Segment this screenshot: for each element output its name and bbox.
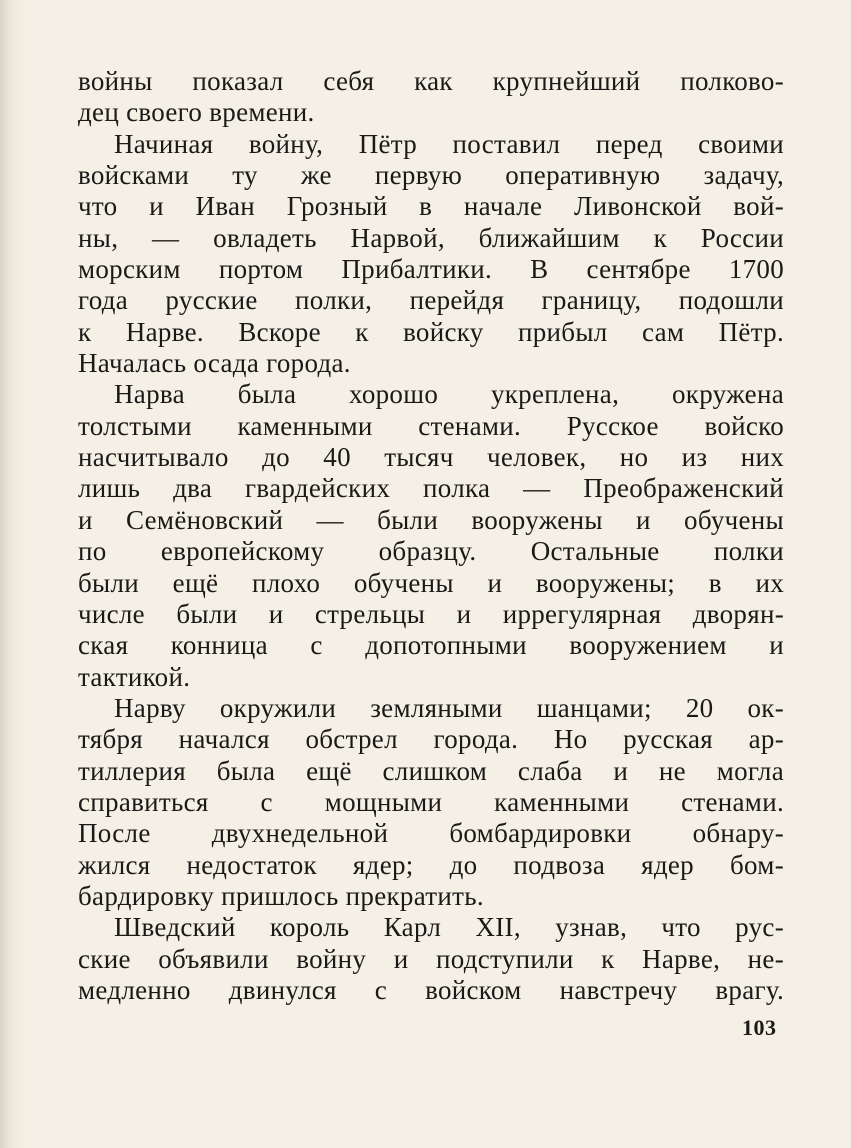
page-number: 103 xyxy=(742,1015,777,1040)
text-line: года русские полки, перейдя границу, подошли xyxy=(78,285,784,316)
text-line: насчитывало до 40 тысяч человек, но из них xyxy=(78,442,784,473)
text-line: войны показал себя как крупнейший полково- xyxy=(78,66,784,96)
text-line: морским портом Прибалтики. В сентябре 1700 xyxy=(78,254,784,285)
text-line: ские объявили войну и подступили к Нарве, не- xyxy=(78,943,784,974)
text-line: к Нарве. Вскоре к войску прибыл сам Пётр. xyxy=(78,316,784,347)
text-line: толстыми каменными стенами. Русское войско xyxy=(78,410,784,441)
text-line: были ещё плохо обучены и вооружены; в их xyxy=(78,567,784,598)
text-line: тактикой. xyxy=(78,661,191,692)
paragraph-first-line: Нарва была хорошо укреплена, окружена xyxy=(114,379,784,410)
text-line: ская конница с допотопными вооружением и xyxy=(78,630,784,661)
text-line: тиллерия была ещё слишком слаба и не могла xyxy=(78,755,784,786)
text-line: справиться с мощными каменными стенами. xyxy=(78,786,784,817)
text-line: жился недостаток ядер; до подвоза ядер бом- xyxy=(78,849,784,880)
text-line: числе были и стрельцы и иррегулярная дворян- xyxy=(78,598,784,629)
body-text xyxy=(78,66,784,1006)
text-line: дец своего времени. xyxy=(78,97,315,128)
text-line: что и Иван Грозный в начале Ливонской вой- xyxy=(78,191,784,222)
text-line: тября начался обстрел города. Но русская ар- xyxy=(78,724,784,755)
text-line: бардировку пришлось прекратить. xyxy=(78,880,484,911)
text-line: по европейскому образцу. Остальные полки xyxy=(78,536,784,567)
paragraph-first-line: Начиная войну, Пётр поставил перед своими xyxy=(114,128,784,159)
text-line: и Семёновский — были вооружены и обучены xyxy=(78,504,784,535)
paragraph-first-line: Шведский король Карл XII, узнав, что рус- xyxy=(114,912,784,943)
text-line: медленно двинулся с войском навстречу врагу. xyxy=(78,974,784,1005)
text-line: После двухнедельной бомбардировки обнару- xyxy=(78,818,784,849)
text-line: лишь два гвардейских полка — Преображенский xyxy=(78,473,784,504)
text-line: войсками ту же первую оперативную задачу, xyxy=(78,160,784,191)
text-line: Началась осада города. xyxy=(78,348,351,379)
text-line: ны, — овладеть Нарвой, ближайшим к России xyxy=(78,222,784,253)
paragraph-first-line: Нарву окружили земляными шанцами; 20 ок- xyxy=(114,692,784,723)
